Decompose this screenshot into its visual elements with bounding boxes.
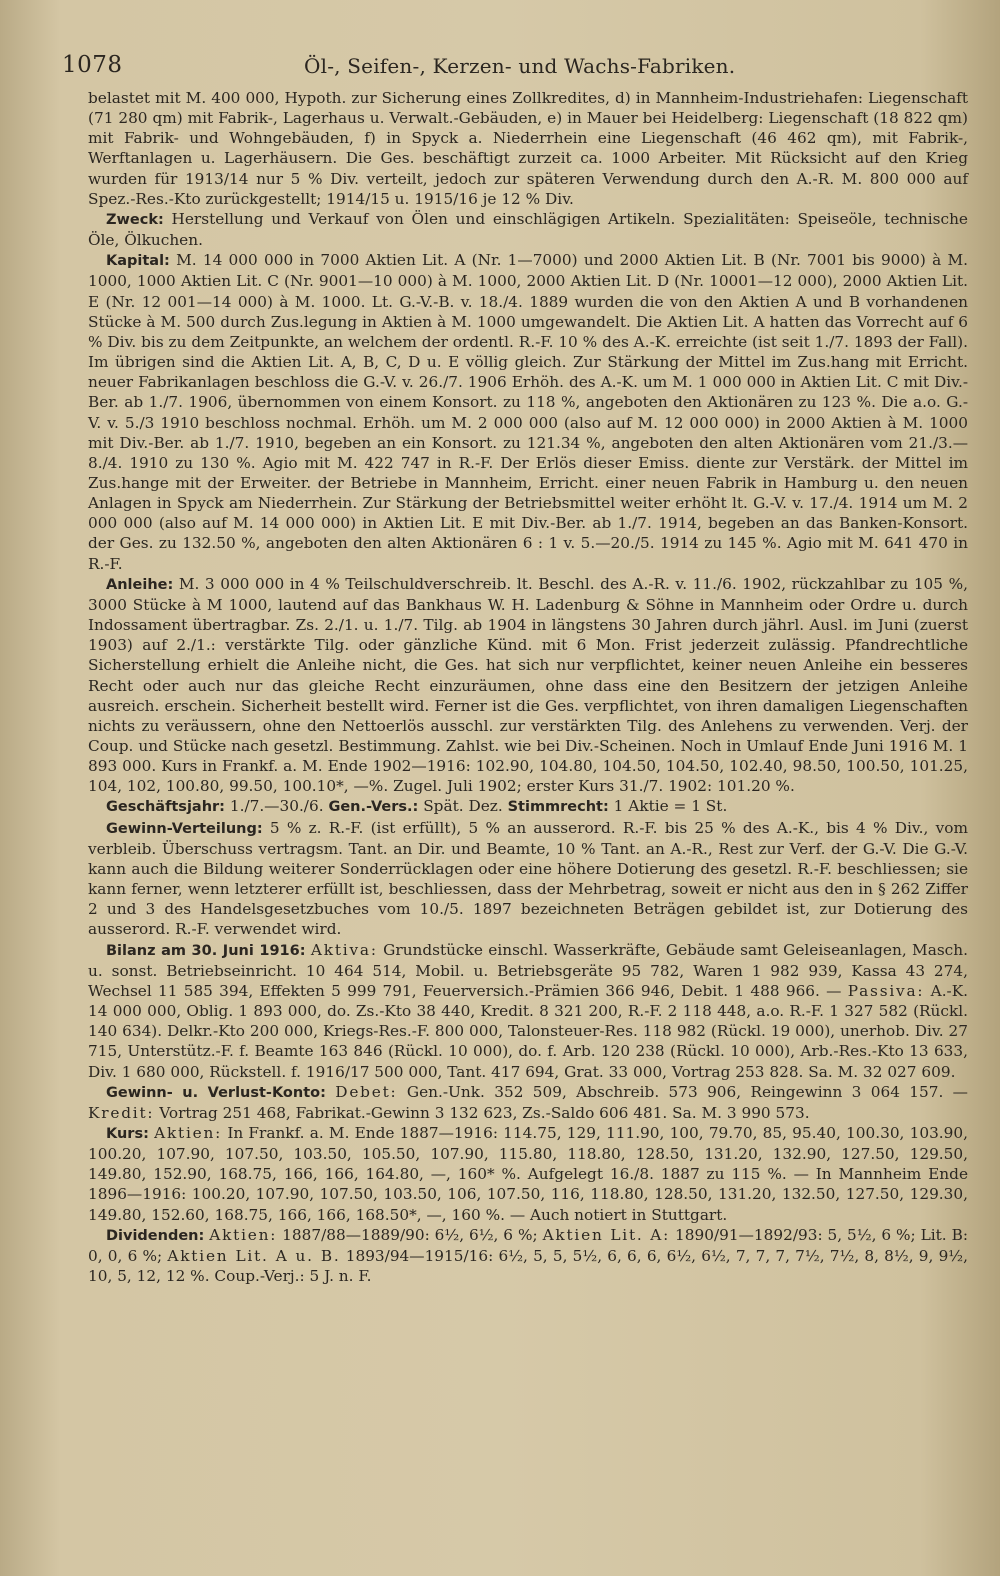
intro-paragraph: belastet mit M. 400 000, Hypoth. zur Sicherung eines Zollkredites, d) in Mannheim-Industriehafen: Liegenschaft (71 280 qm) mit Fabrik-, Lagerhaus u. Verwalt.-Gebäuden, e) in Mauer bei Heidelberg: Liegenschaft (18 822 qm) mit Fabrik- und Wohngebäuden, f) in Spyck a. Niederrhein eine Liegenschaft (46 462 qm), mit Fabrik-, Werftanlagen u. Lagerhäusern. Die Ges. beschäftigt zurzeit ca. 1000 Arbeiter. Mit Rücksicht auf den Krieg wurden für 1913/14 nur 5 % Div. verteilt, jedoch zur späteren Verwendung durch den A.-R. M. 800 000 auf Spez.-Res.-Kto zurückgestellt; 1914/15 u. 1915/16 je 12 % Div. [88, 89, 968, 208]
geschaeftsjahr-text: 1./7.—30./6. [229, 797, 324, 816]
aktiva-text: Grundstücke einschl. Wasserkräfte, Gebäude samt Geleiseanlagen, Masch. u. sonst. Betriebseinricht. 10 464 514, Mobil. u. Betriebsgeräte 95 782, Waren 1 982 939, Kassa 43 274, Wechsel 11 585 394, Effekten 5 999 791, Feuerversich.-Prämien 366 946, Debit. 1 488 966. — [88, 940, 968, 1000]
dividenden-label: Dividenden: [106, 1227, 205, 1244]
kapital-text: M. 14 000 000 in 7000 Aktien Lit. A (Nr. 1—7000) und 2000 Aktien Lit. B (Nr. 7001 bis 9000) à M. 1000, 1000 Aktien Lit. C (Nr. 9001—10 000) à M. 1000, 2000 Aktien Lit. D (Nr. 10001—12 000), 2000 Aktien Lit. E (Nr. 12 001—14 000) à M. 1000. Lt. G.-V.-B. v. 18./4. 1889 wurden die von den Aktien A und B vorhandenen Stücke à M. 500 durch Zus.legung in Aktien à M. 1000 umgewandelt. Die Aktien Lit. A hatten das Vorrecht auf 6 % Div. bis zu dem Zeitpunkte, an welchem der ordentl. R.-F. 10 % des A.-K. erreichte (ist seit 1./7. 1893 der Fall). Im übrigen sind die Aktien Lit. A, B, C, D u. E völlig gleich. Zur Stärkung der Mittel im Zus.hang mit Erricht. neuer Fabrikanlagen beschloss die G.-V. v. 26./7. 1906 Erhöh. des A.-K. um M. 1 000 000 in Aktien Lit. C mit Div.-Ber. ab 1./7. 1906, übernommen von einem Konsort. zu 118 %, angeboten den Aktionären zu 123 %. Die a.o. G.-V. v. 5./3 1910 beschloss nochmal. Erhöh. um M. 2 000 000 (also auf M. 12 000 000) in 2000 Aktien à M. 1000 mit Div.-Ber. ab 1./7. 1910, begeben an ein Konsort. zu 121.34 %, angeboten den alten Aktionären vom 21./3.—8./4. 1910 zu 130 %. Agio mit M. 422 747 in R.-F. Der Erlös dieser Emiss. diente zur Verstärk. der Mittel im Zus.hange mit der Erweiter. der Betriebe in Mannheim, Erricht. einer neuen Fabrik in Hamburg u. den neuen Anlagen in Spyck am Niederrhein. Zur Stärkung der Betriebsmittel weiter erhöht lt. G.-V. v. 17./4. 1914 um M. 2 000 000 (also auf M. 14 000 000) in Aktien Lit. E mit Div.-Ber. ab 1./7. 1914, begeben an das Banken-Konsort. der Ges. zu 132.50 %, angeboten den alten Aktionären 6 : 1 v. 5.—20./5. 1914 zu 145 %. Agio mit M. 641 470 in R.-F. [88, 251, 968, 573]
gen-vers-label: Gen.-Vers.: [328, 799, 419, 816]
dividenden-text-2: 1890/91—1892/93: 5, 5½, 6 %; Lit. B: 0, 0, 6 %; [88, 1225, 968, 1265]
guv-label: Gewinn- u. Verlust-Konto: [106, 1084, 326, 1101]
page-number: 1078 [62, 52, 123, 78]
gen-vers-text: Spät. Dez. [423, 797, 503, 816]
kurs-paragraph [88, 1123, 968, 1225]
kapital-label: Kapital: [106, 253, 170, 270]
debet-label: Debet: [335, 1082, 398, 1101]
zweck-label: Zweck: [106, 211, 164, 228]
passiva-label: Passiva: [847, 981, 925, 1000]
bilanz-label: Bilanz am 30. Juni 1916: [106, 942, 306, 959]
geschaeftsjahr-paragraph [88, 796, 968, 817]
dividenden-text-1: 1887/88—1889/90: 6½, 6½, 6 %; [282, 1225, 538, 1244]
kredit-label: Kredit: [88, 1103, 155, 1122]
kredit-text: Vortrag 251 468, Fabrikat.-Gewinn 3 132 623, Zs.-Saldo 606 481. Sa. M. 3 990 573. [159, 1103, 810, 1122]
dividenden-text-3: 1893/94—1915/16: 6½, 5, 5, 5½, 6, 6, 6, 6½, 6½, 7, 7, 7, 7½, 7½, 8, 8½, 9, 9½, 10, 5, 12, 12 %. Coup.-Verj.: 5 J. n. F. [88, 1246, 968, 1286]
zweck-paragraph [88, 209, 968, 250]
kurs-aktien-label: Aktien: [154, 1123, 223, 1142]
anleihe-paragraph [88, 574, 968, 797]
anleihe-label: Anleihe: [106, 576, 174, 593]
kurs-text: In Frankf. a. M. Ende 1887—1916: 114.75, 129, 111.90, 100, 79.70, 85, 95.40, 100.30, 103.90, 100.20, 107.90, 107.50, 103.50, 105.50, 107.90, 115.80, 118.80, 128.50, 131.20, 132.90, 127.50, 129.50, 149.80, 152.90, 168.75, 166, 166, 164.80, —, 160* %. Aufgelegt 16./8. 1887 zu 115 %. — In Mannheim Ende 1896—1916: 100.20, 107.90, 107.50, 103.50, 106, 107.50, 116, 118.80, 128.50, 131.20, 132.50, 127.50, 129.30, 149.80, 152.60, 168.75, 166, 166, 168.50*, —, 160 %. — Auch notiert in Stuttgart. [88, 1123, 968, 1224]
gewinn-verteilung-text: 5 % z. R.-F. (ist erfüllt), 5 % an ausserord. R.-F. bis 25 % des A.-K., bis 4 % Div., vom verbleib. Überschuss vertragsm. Tant. an Dir. und Beamte, 10 % Tant. an A.-R., Rest zur Verf. der G.-V. Die G.-V. kann auch die Bildung weiterer Sonderrücklagen oder eine höhere Dotierung des gesetzl. R.-F. beschliessen; sie kann ferner, wenn letzterer erfüllt ist, beschliessen, dass der Mehrbetrag, soweit er nicht aus den in § 262 Ziffer 2 und 3 des Handelsgesetzbuches vom 10./5. 1897 bezeichneten Beträgen gebildet ist, zur Dotierung des ausserord. R.-F. verwendet wird. [88, 818, 968, 939]
passiva-text: A.-K. 14 000 000, Oblig. 1 893 000, do. Zs.-Kto 38 440, Kredit. 8 321 200, R.-F. 2 118 448, a.o. R.-F. 1 327 582 (Rückl. 140 634). Delkr.-Kto 200 000, Kriegs-Res.-F. 800 000, Talonsteuer-Res. 118 982 (Rückl. 19 000), unerhob. Div. 27 715, Unterstütz.-F. f. Beamte 163 846 (Rückl. 10 000), do. f. Arb. 120 238 (Rückl. 10 000), Arb.-Res.-Kto 13 633, Div. 1 680 000, Rückstell. f. 1916/17 500 000, Tant. 417 694, Grat. 33 000, Vortrag 253 828. Sa. M. 32 027 609. [88, 981, 969, 1081]
body-text [88, 88, 968, 1286]
dividenden-paragraph [88, 1225, 968, 1286]
kurs-label: Kurs: [106, 1125, 149, 1142]
stimmrecht-label: Stimmrecht: [507, 799, 609, 816]
guv-paragraph [88, 1082, 968, 1123]
zweck-text: Herstellung und Verkauf von Ölen und einschlägigen Artikeln. Spezialitäten: Speiseöle, technische Öle, Ölkuchen. [88, 209, 968, 250]
dividenden-aktien-label: Aktien: [209, 1225, 278, 1244]
bilanz-paragraph [88, 940, 968, 1082]
dividenden-aktien-a-label: Aktien Lit. A: [542, 1225, 671, 1244]
anleihe-text: M. 3 000 000 in 4 % Teilschuldverschreib. lt. Beschl. des A.-R. v. 11./6. 1902, rückzahlbar zu 105 %, 3000 Stücke à M 1000, lautend auf das Bankhaus W. H. Ladenburg & Söhne in Mannheim oder Ordre u. durch Indossament übertragbar. Zs. 2./1. u. 1./7. Tilg. ab 1904 in längstens 30 Jahren durch jährl. Ausl. im Juni (zuerst 1903) auf 2./1.: verstärkte Tilg. oder gänzliche Künd. mit 6 Mon. Frist jederzeit zulässig. Pfandrechtliche Sicherstellung erhielt die Anleihe nicht, die Ges. hat sich nur verpflichtet, keiner neuen Anleihe ein besseres Recht oder auch nur das gleiche Recht einzuräumen, ohne dass eine den Besitzern der jetzigen Anleihe ausreich. erschein. Sicherheit bestellt wird. Ferner ist die Ges. verpflichtet, von ihren damaligen Liegenschaften nichts zu veräussern, ohne den Nettoerlös ausschl. zur verstärkten Tilg. des Anlehens zu verwenden. Verj. der Coup. und Stücke nach gesetzl. Bestimmung. Zahlst. wie bei Div.-Scheinen. Noch in Umlauf Ende Juni 1916 M. 1 893 000. Kurs in Frankf. a. M. Ende 1902—1916: 102.90, 104.80, 104.50, 104.50, 102.40, 98.50, 100.50, 101.25, 104, 102, 100.80, 99.50, 100.10*, —%. Zugel. Juli 1902; erster Kurs 31./7. 1902: 101.20 %. [88, 574, 968, 796]
stimmrecht-text: 1 Aktie = 1 St. [613, 797, 728, 816]
gewinn-verteilung-label: Gewinn-Verteilung: [106, 820, 263, 837]
geschaeftsjahr-label: Geschäftsjahr: [106, 799, 225, 816]
kapital-paragraph [88, 250, 968, 574]
running-title: Öl-, Seifen-, Kerzen- und Wachs-Fabriken. [304, 54, 736, 78]
dividenden-aktien-ab-label: Aktien Lit. A u. B. [167, 1246, 341, 1265]
gewinn-verteilung-paragraph [88, 818, 968, 940]
aktiva-label: Aktiva: [310, 940, 378, 959]
debet-text: Gen.-Unk. 352 509, Abschreib. 573 906, Reingewinn 3 064 157. — [406, 1082, 968, 1101]
page-header [62, 52, 942, 92]
